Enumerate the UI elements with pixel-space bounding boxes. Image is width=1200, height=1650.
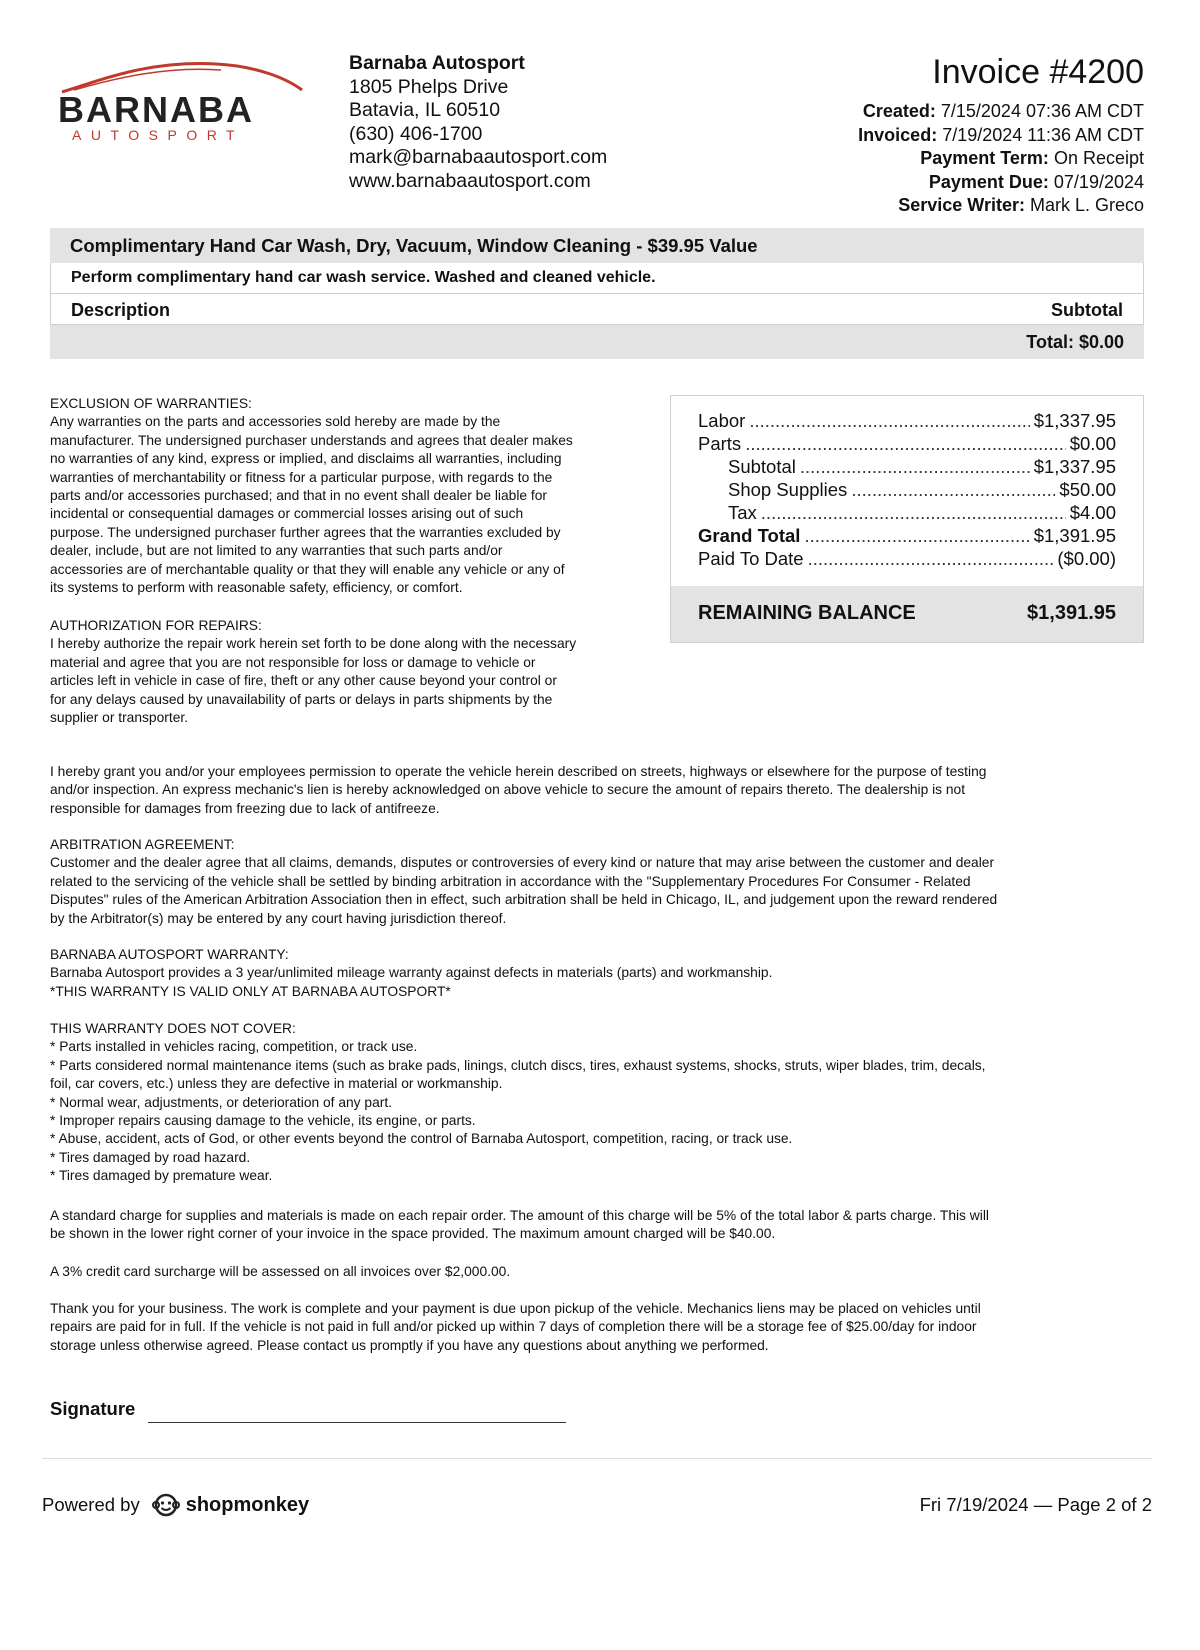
service-writer-label: Service Writer:: [898, 195, 1025, 215]
subtotal-label: Subtotal: [728, 456, 796, 477]
totals-row-labor: [698, 410, 1116, 433]
signature-line[interactable]: [148, 1422, 566, 1423]
service-title: Complimentary Hand Car Wash, Dry, Vacuum, Window Cleaning - $39.95 Value: [50, 228, 1144, 263]
company-address-line2: Batavia, IL 60510: [349, 99, 501, 121]
totals-row-subtotal: [728, 456, 1116, 479]
remaining-balance-label: REMAINING BALANCE: [698, 602, 916, 624]
shop-supplies-value: $50.00: [1059, 479, 1116, 500]
subtotal-value: $1,337.95: [1033, 456, 1116, 477]
invoiced-value: 7/19/2024 11:36 AM CDT: [942, 124, 1144, 145]
text-line: Thank you for your business. The work is complete and your payment is due upon pickup of the vehicle. Mechanics liens may be placed on vehicles until: [50, 1301, 981, 1316]
authorization-heading: AUTHORIZATION FOR REPAIRS:: [50, 618, 262, 633]
totals-row-tax: [728, 502, 1116, 525]
text-line: material and agree that you are not responsible for loss or damage to vehicle or: [50, 654, 536, 670]
shopmonkey-brand: shopmonkey: [185, 1493, 310, 1516]
text-line: * Tires damaged by premature wear.: [50, 1168, 273, 1184]
service-writer-value: Mark L. Greco: [1029, 195, 1144, 215]
text-line: * Parts installed in vehicles racing, competition, or track use.: [50, 1039, 418, 1055]
warranty-exclusions: [50, 1020, 1150, 1186]
text-line: accessories are of merchantable quality or that they will enable any vehicle or any of: [50, 561, 565, 577]
tax-value: $4.00: [1069, 502, 1116, 523]
text-line: purpose. The undersigned purchaser further agrees that the warranties excluded by: [50, 524, 561, 540]
payment-term-value: On Receipt: [1053, 148, 1144, 168]
page-info: Fri 7/19/2024 — Page 2 of 2: [919, 1494, 1152, 1515]
labor-value: $1,337.95: [1033, 410, 1116, 431]
totals-box: [670, 395, 1144, 643]
invoice-title: Invoice #4200: [932, 53, 1144, 91]
parts-label: Parts: [698, 433, 742, 454]
arbitration-heading: ARBITRATION AGREEMENT:: [50, 837, 235, 852]
grand-total-label: Grand Total: [698, 525, 801, 546]
not-cover-list: [50, 1038, 1150, 1185]
invoiced-label: Invoiced:: [858, 124, 938, 145]
payment-due-label: Payment Due:: [928, 171, 1049, 192]
logo-subtext: AUTOSPORT: [72, 127, 245, 143]
text-line: repairs are paid for in full. If the vehicle is not paid in full and/or picked up within 7 days of completion there will be a storage fee of $25.00/day for indoor: [50, 1319, 977, 1335]
company-address-line1: 1805 Phelps Drive: [349, 75, 509, 98]
company-name: Barnaba Autosport: [349, 52, 525, 74]
text-line: *THIS WARRANTY IS VALID ONLY AT BARNABA AUTOSPORT*: [50, 983, 451, 999]
text-line: by the Arbitrator(s) may be entered by any court having jurisdiction thereof.: [50, 910, 507, 926]
text-line: no warranties of any kind, express or implied, and disclaims all warranties, including: [50, 451, 562, 467]
company-phone: (630) 406-1700: [349, 122, 483, 145]
footer-divider: [42, 1458, 1152, 1459]
logo-wordmark: BARNABA: [58, 89, 254, 130]
col-description: Description: [71, 300, 171, 320]
text-line: * Parts considered normal maintenance items (such as brake pads, linings, clutch discs, tires, exhaust systems, shocks, struts, wiper blades, trim, decals,: [50, 1057, 986, 1073]
grand-total-value: $1,391.95: [1033, 525, 1116, 546]
service-total: Total: $0.00: [50, 325, 1144, 359]
invoice-payment-term: [858, 147, 1144, 171]
signature-label: Signature: [50, 1398, 136, 1419]
text-line: I hereby authorize the repair work herein set forth to be done along with the necessary: [50, 636, 577, 652]
authorization-for-repairs: [50, 617, 660, 727]
shopmonkey-logo-icon: [152, 1491, 180, 1519]
invoice-payment-due: [858, 171, 1144, 195]
text-line: storage unless otherwise agreed. Please contact us promptly if you have any questions about anything we performed.: [50, 1337, 769, 1353]
powered-by: [42, 1491, 309, 1519]
text-line: warranties of merchantability or fitness for a particular purpose, with regards to the: [50, 469, 553, 485]
invoice-invoiced: [858, 124, 1144, 148]
payment-term-label: Payment Term:: [920, 148, 1049, 168]
text-line: Any warranties on the parts and accessories sold hereby are made by the: [50, 414, 501, 430]
exclusion-of-warranties: [50, 395, 660, 597]
text-line: supplier or transporter.: [50, 710, 189, 726]
credit-card-surcharge: A 3% credit card surcharge will be assessed on all invoices over $2,000.00.: [50, 1264, 511, 1279]
invoice-created: [858, 100, 1144, 124]
warranty-text: [50, 964, 1150, 1001]
payment-due-value: 07/19/2024: [1053, 171, 1144, 192]
arbitration-text: [50, 854, 1150, 928]
totals-row-parts: [698, 433, 1116, 456]
labor-label: Labor: [698, 410, 746, 431]
supplies-charge-notice: [50, 1207, 1150, 1244]
parts-value: $0.00: [1069, 433, 1116, 454]
col-subtotal: Subtotal: [1051, 300, 1123, 320]
remaining-balance: [671, 586, 1143, 642]
text-line: manufacturer. The undersigned purchaser understands and agrees that dealer makes: [50, 432, 573, 448]
text-line: be shown in the lower right corner of your invoice in the space provided. The maximum amount charged will be $40.00.: [50, 1226, 776, 1242]
text-line: Barnaba Autosport provides a 3 year/unlimited mileage warranty against defects in materials (parts) and workmanship.: [50, 965, 773, 981]
exclusion-heading: EXCLUSION OF WARRANTIES:: [50, 396, 252, 411]
company-email: mark@barnabaautosport.com: [349, 146, 608, 168]
text-line: responsible for damages from freezing due to lack of antifreeze.: [50, 800, 440, 816]
thank-you-notice: [50, 1300, 1150, 1355]
text-line: foil, car covers, etc.) unless they are defective in material or workmanship.: [50, 1076, 503, 1092]
exclusion-text: [50, 413, 660, 597]
barnaba-warranty: [50, 946, 1150, 1001]
service-description: Perform complimentary hand car wash service. Washed and cleaned vehicle.: [50, 263, 1144, 293]
totals-row-shop-supplies: [728, 479, 1116, 502]
service-table-header: [50, 293, 1144, 325]
powered-by-label: Powered by: [42, 1494, 140, 1515]
text-line: I hereby grant you and/or your employees permission to operate the vehicle herein described on streets, highways or elsewhere for the purpose of testing: [50, 764, 987, 779]
remaining-balance-value: $1,391.95: [1027, 602, 1116, 624]
text-line: and/or inspection. An express mechanic's lien is hereby acknowledged on above vehicle to secure the amount of repairs thereto. The dealership is not: [50, 782, 966, 798]
paid-to-date-value: ($0.00): [1057, 548, 1116, 569]
text-line: for any delays caused by unavailability of parts or delays in parts shipments by the: [50, 691, 553, 707]
warranty-heading: BARNABA AUTOSPORT WARRANTY:: [50, 947, 289, 962]
text-line: * Abuse, accident, acts of God, or other events beyond the control of Barnaba Autosport, competition, racing, or track use.: [50, 1131, 793, 1147]
text-line: articles left in vehicle in case of fire, theft or any other cause beyond your control or: [50, 673, 557, 689]
created-value: 7/15/2024 07:36 AM CDT: [940, 101, 1144, 121]
authorization-text: [50, 635, 660, 727]
company-logo: [56, 60, 318, 145]
company-info: [349, 52, 607, 193]
text-line: A standard charge for supplies and materials is made on each repair order. The amount of this charge will be 5% of the total labor & parts charge. This will: [50, 1208, 989, 1223]
invoice-header: [858, 52, 1144, 218]
created-label: Created:: [862, 101, 936, 121]
shop-supplies-label: Shop Supplies: [728, 479, 848, 500]
invoice-service-writer: [858, 194, 1144, 218]
text-line: its systems to perform with reasonable safety, efficiency, or comfort.: [50, 580, 463, 596]
paid-to-date-label: Paid To Date: [698, 548, 804, 569]
not-cover-heading: THIS WARRANTY DOES NOT COVER:: [50, 1021, 296, 1036]
text-line: Customer and the dealer agree that all claims, demands, disputes or controversies of every kind or nature that may arise between the customer and dealer: [50, 855, 995, 871]
text-line: incidental or consequential damages or commercial losses arising out of such: [50, 506, 524, 522]
totals-row-paid-to-date: [698, 548, 1116, 571]
tax-label: Tax: [728, 502, 757, 523]
text-line: * Improper repairs causing damage to the vehicle, its engine, or parts.: [50, 1113, 476, 1129]
text-line: related to the servicing of the vehicle shall be settled by binding arbitration in accordance with the "Supplementary Procedures For Consumer - Related: [50, 873, 971, 889]
text-line: dealer, include, but are not limited to any warranties that such parts and/or: [50, 543, 503, 559]
service-block: [50, 228, 1144, 359]
text-line: parts and/or accessories purchased; and that in no event shall dealer be liable for: [50, 488, 547, 504]
text-line: Disputes" rules of the American Arbitration Association then in effect, such arbitration shall be held in Chicago, IL, and judgement upon the reward rendered: [50, 892, 998, 908]
company-website: www.barnabaautosport.com: [349, 169, 591, 192]
text-line: * Tires damaged by road hazard.: [50, 1149, 251, 1165]
arbitration-agreement: [50, 836, 1150, 928]
text-line: * Normal wear, adjustments, or deterioration of any part.: [50, 1094, 393, 1110]
vehicle-operation-permission: [50, 763, 1150, 818]
totals-row-grand-total: [698, 525, 1116, 548]
